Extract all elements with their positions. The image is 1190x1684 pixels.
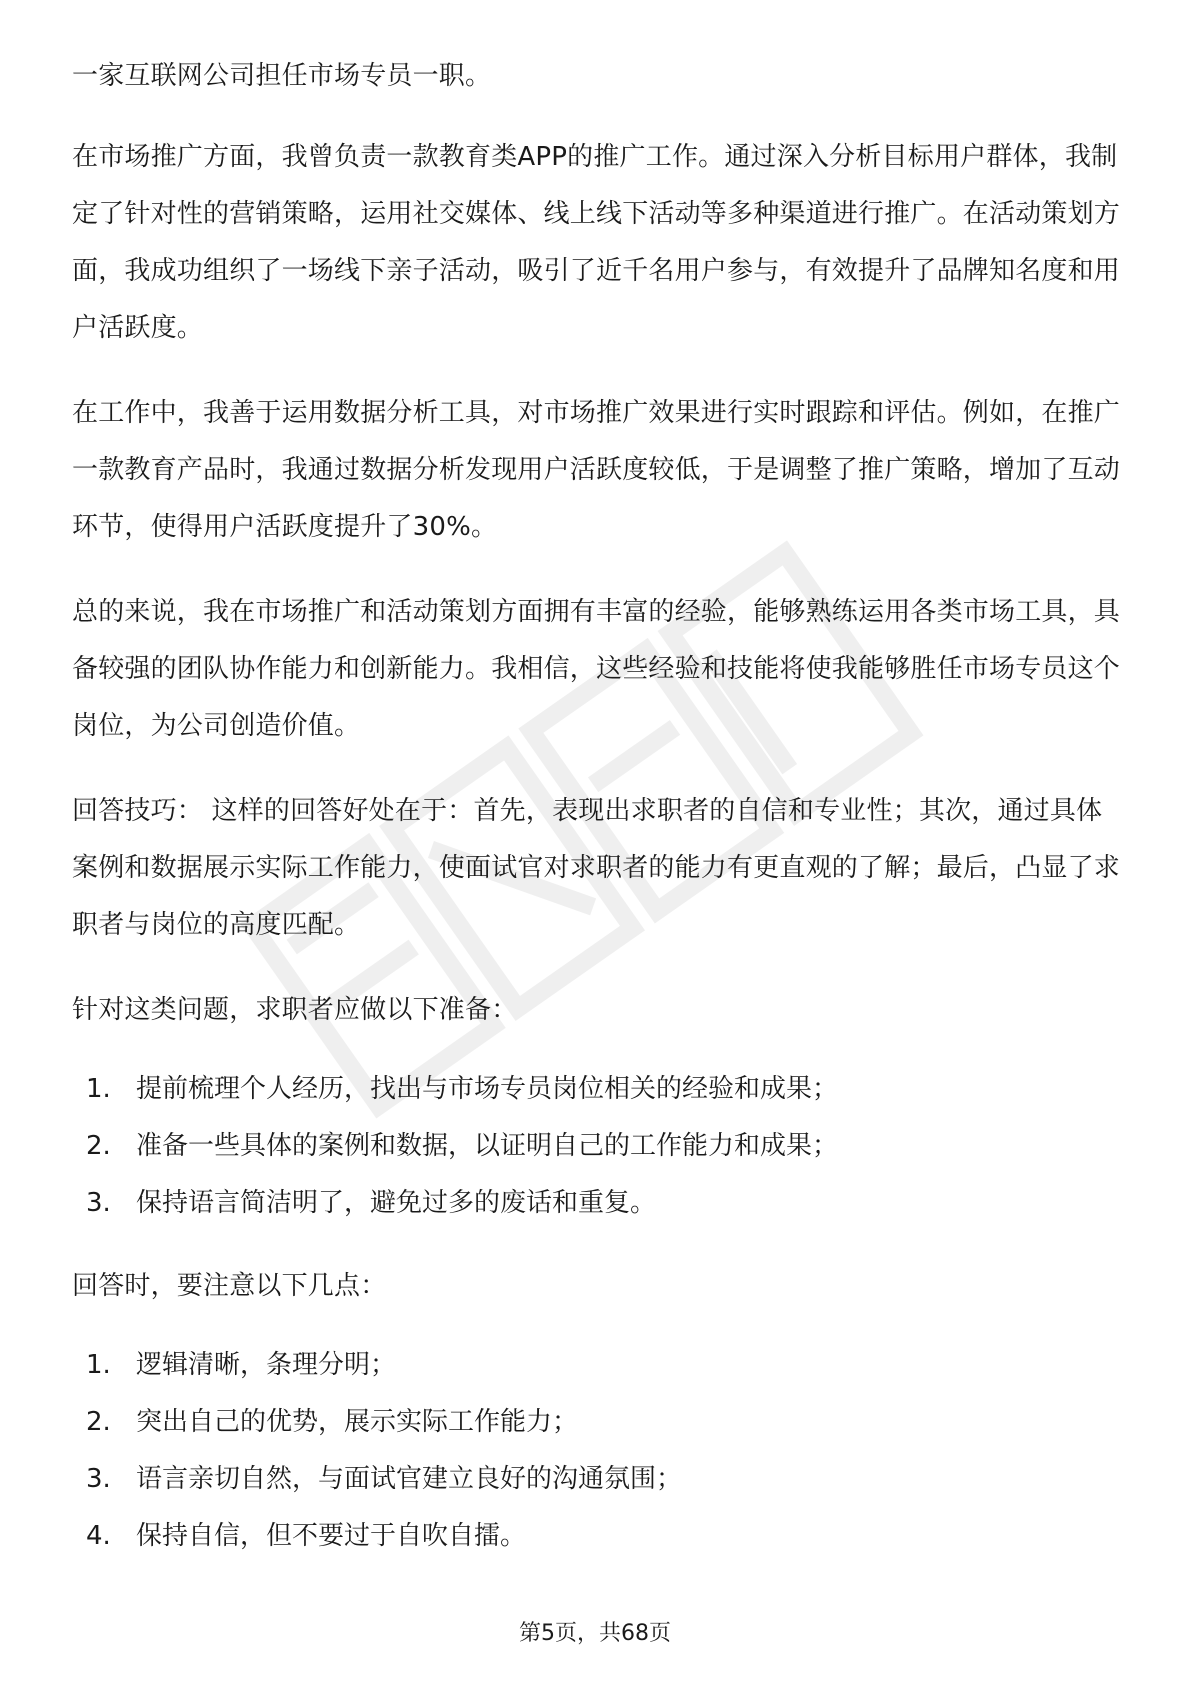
- list-item: [72, 1061, 1122, 1118]
- paragraph-intro: 一家互联网公司担任市场专员一职。: [72, 61, 492, 91]
- list-item: [72, 1118, 1122, 1175]
- list-number: 2.: [86, 1407, 111, 1437]
- paragraph-summary: 总的来说，我在市场推广和活动策划方面拥有丰富的经验，能够熟练运用各类市场工具，具备较强的团队协作能力和创新能力。我相信，这些经验和技能将使我能够胜任市场专员这个岗位，为公司创造价值。: [72, 597, 1121, 741]
- list-number: 4.: [86, 1521, 111, 1551]
- list-number: 3.: [86, 1464, 111, 1494]
- list-item: [72, 1394, 1122, 1451]
- list-item: [72, 1451, 1122, 1508]
- page-number: 第5页，共68页: [519, 1621, 671, 1646]
- document-body: [72, 48, 1122, 1591]
- notes-list: [72, 1337, 1122, 1565]
- list-item: [72, 1175, 1122, 1232]
- list-text: 突出自己的优势，展示实际工作能力；: [136, 1407, 579, 1437]
- list-number: 1.: [86, 1350, 111, 1380]
- paragraph-marketing: 在市场推广方面，我曾负责一款教育类APP的推广工作。通过深入分析目标用户群体，我制定了针对性的营销策略，运用社交媒体、线上线下活动等多种渠道进行推广。在活动策划方面，我成功组织了一场线下亲子活动，吸引了近千名用户参与，有效提升了品牌知名度和用户活跃度。: [72, 142, 1121, 343]
- list-item: [72, 1337, 1122, 1394]
- list-text: 保持自信，但不要过于自吹自擂。: [136, 1521, 527, 1551]
- list-text: 保持语言简洁明了，避免过多的废话和重复。: [136, 1188, 657, 1218]
- paragraph-data-analysis: 在工作中，我善于运用数据分析工具，对市场推广效果进行实时跟踪和评估。例如，在推广一款教育产品时，我通过数据分析发现用户活跃度较低，于是调整了推广策略，增加了互动环节，使得用户活跃度提升了30%。: [72, 398, 1121, 542]
- list-item: [72, 1508, 1122, 1565]
- notes-intro: 回答时，要注意以下几点：: [72, 1271, 387, 1301]
- list-number: 3.: [86, 1188, 111, 1218]
- list-number: 2.: [86, 1131, 111, 1161]
- paragraph-answer-tips: 回答技巧： 这样的回答好处在于：首先，表现出求职者的自信和专业性；其次，通过具体案例和数据展示实际工作能力，使面试官对求职者的能力有更直观的了解；最后，凸显了求职者与岗位的高度匹配。: [72, 796, 1121, 940]
- list-text: 提前梳理个人经历，找出与市场专员岗位相关的经验和成果；: [136, 1074, 839, 1104]
- list-text: 语言亲切自然，与面试官建立良好的沟通氛围；: [136, 1464, 683, 1494]
- list-text: 准备一些具体的案例和数据，以证明自己的工作能力和成果；: [136, 1131, 839, 1161]
- prep-intro: 针对这类问题，求职者应做以下准备：: [72, 995, 518, 1025]
- prep-list: [72, 1061, 1122, 1232]
- list-text: 逻辑清晰，条理分明；: [136, 1350, 397, 1380]
- list-number: 1.: [86, 1074, 111, 1104]
